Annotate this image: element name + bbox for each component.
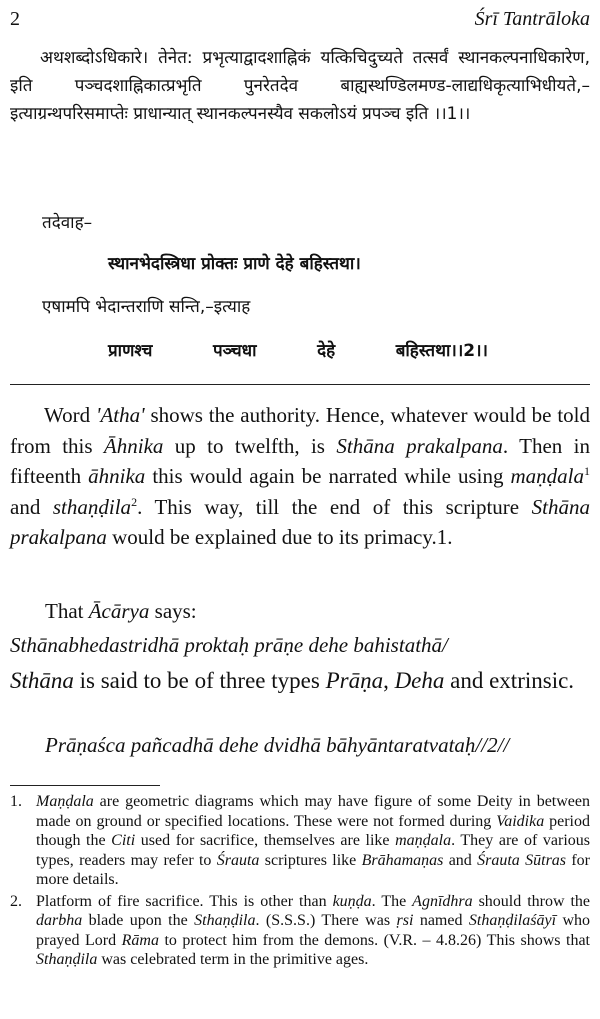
term: kuṇḍa — [332, 892, 372, 910]
text-run: , — [383, 668, 395, 693]
text-run: . Then in fifteenth — [10, 433, 591, 488]
term: Sthaṇḍilaśāyī — [468, 912, 557, 929]
footnote-2 — [10, 892, 590, 970]
sanskrit-intro-line-2: एषामपि भेदान्तराणि सन्ति,–इत्याह — [42, 297, 251, 317]
acarya-says-line — [45, 596, 590, 626]
term: Sthaṇḍila — [194, 912, 256, 929]
text-run: and — [10, 494, 53, 519]
term: Maṇḍala — [36, 793, 94, 810]
text-run: this would again be narrated while using — [145, 464, 511, 488]
text-run: Platform of fire sacrifice. This is other than — [36, 892, 333, 910]
term: Brāhamaṇas — [361, 851, 444, 869]
footnote-number: 1. — [10, 793, 22, 810]
term: Rāma — [121, 931, 159, 949]
sanskrit-commentary: अथशब्दोऽधिकारे। तेनेत: प्रभृत्याद्वादशाह्निकं यत्किचिदुच्यते तत्सर्वं स्थानकल्पनाधिकारेण, इति पञ्चदशाह्निकात्प्रभृति पुनरेतदेव बाह्यस्थण्डिलमण्ड-लाद्यधिकृत्याभिधीयते,–इत्याग्रन्थपरिसमाप्तेः प्राधान्यात् स्थानकल्पनस्यैव सकलोऽयं प्रपञ्च इति ।।1।। — [10, 48, 590, 124]
text-run: was celebrated term in the primitive ages. — [97, 951, 369, 968]
text-run: should throw the — [472, 892, 591, 910]
term: Śrauta — [216, 851, 260, 869]
text-run: named — [413, 912, 469, 929]
term-atha: 'Atha' — [95, 403, 145, 427]
sanskrit-verse-line-1: स्थानभेदस्त्रिधा प्रोक्तः प्राणे देहे बहिस्तथा। — [108, 254, 361, 274]
text-run: says: — [149, 599, 197, 623]
verse-transliteration-1: Sthānabhedastridhā proktaḥ prāṇe dehe bahistathā/ — [10, 633, 448, 657]
running-title: Śrī Tantrāloka — [474, 8, 590, 30]
text-run: and extrinsic. — [444, 668, 575, 693]
text-run: period though the — [36, 812, 590, 849]
footnote-divider — [10, 785, 160, 786]
footnotes — [10, 792, 590, 972]
term-sthandila: sthaṇḍila — [52, 494, 132, 519]
text-run: shows the authority. Hence, whatever would be told from this — [10, 403, 590, 458]
verse-word: देहे — [317, 341, 336, 361]
verse-meaning — [10, 665, 590, 697]
footnote-1 — [10, 792, 590, 890]
text-run: blade upon the — [82, 912, 195, 929]
english-translation-paragraph — [10, 400, 590, 553]
page-number: 2 — [10, 8, 20, 30]
term-deha: Deha — [394, 668, 445, 693]
verse-transliteration-2: Prāṇaśca pañcadhā dehe dvidhā bāhyāntaratvataḥ//2// — [45, 733, 510, 757]
term: Agnīdhra — [412, 892, 473, 910]
footnote-text — [36, 792, 590, 890]
term-prana: Prāṇa — [325, 668, 384, 693]
text-run: . This way, till the end of this scripture — [137, 494, 532, 519]
footnote-ref-2[interactable]: 2 — [131, 494, 138, 509]
term: Vaidika — [496, 812, 545, 830]
text-run: and — [443, 851, 478, 869]
text-run: are geometric diagrams which may have figure of some Deity in between made on ground or specified locations. These were not formed during — [36, 793, 590, 830]
text-run: who prayed Lord — [36, 912, 591, 949]
text-run: . The — [371, 892, 413, 910]
section-divider — [10, 384, 590, 385]
footnote-text — [36, 892, 590, 970]
term-sthana: Sthāna — [10, 668, 74, 693]
term-sthana-prakalpana: Sthāna prakalpana — [336, 433, 503, 458]
running-head — [10, 8, 590, 30]
text-run: up to twelfth, is — [163, 433, 337, 458]
term: Citi — [111, 832, 136, 849]
text-run: to protect him from the demons. (V.R. – 4.8.26) This shows that — [158, 931, 591, 949]
term-mandala: maṇḍala — [510, 464, 584, 488]
text-run: for more details. — [36, 851, 591, 888]
text-run: would be explained due to its primacy.1. — [106, 525, 453, 549]
verse-word: प्राणश्च — [108, 341, 153, 361]
term-sthana-prakalpana: Sthāna prakalpana — [10, 494, 590, 549]
text-run: Word — [44, 403, 96, 427]
footnote-number: 2. — [10, 892, 22, 910]
sanskrit-intro-line: तदेवाह– — [42, 213, 93, 233]
term-ahnika: āhnika — [88, 464, 146, 488]
term: darbha — [36, 912, 83, 929]
verse-word: पञ्चधा — [212, 341, 257, 361]
term-ahnika: Āhnika — [103, 433, 164, 458]
text-run: used for sacrifice, themselves are like — [135, 832, 396, 849]
sanskrit-verse-line-2 — [108, 337, 488, 365]
text-run: is said to be of three types — [73, 668, 326, 693]
text-run: That — [45, 599, 89, 623]
term: ṛsi — [396, 912, 414, 929]
term: Śrauta Sūtras — [477, 851, 567, 869]
verse-word: बहिस्तथा।।2।। — [395, 341, 488, 361]
footnote-ref-1[interactable]: 1 — [584, 464, 590, 478]
text-run: scriptures like — [259, 851, 362, 869]
text-run: . (S.S.S.) There was — [255, 912, 397, 929]
term: maṇḍala — [395, 832, 452, 849]
text-run: . They are of various types, readers may refer to — [36, 832, 590, 869]
term-acarya: Ācārya — [88, 599, 150, 623]
term: Sthaṇḍila — [36, 951, 98, 968]
